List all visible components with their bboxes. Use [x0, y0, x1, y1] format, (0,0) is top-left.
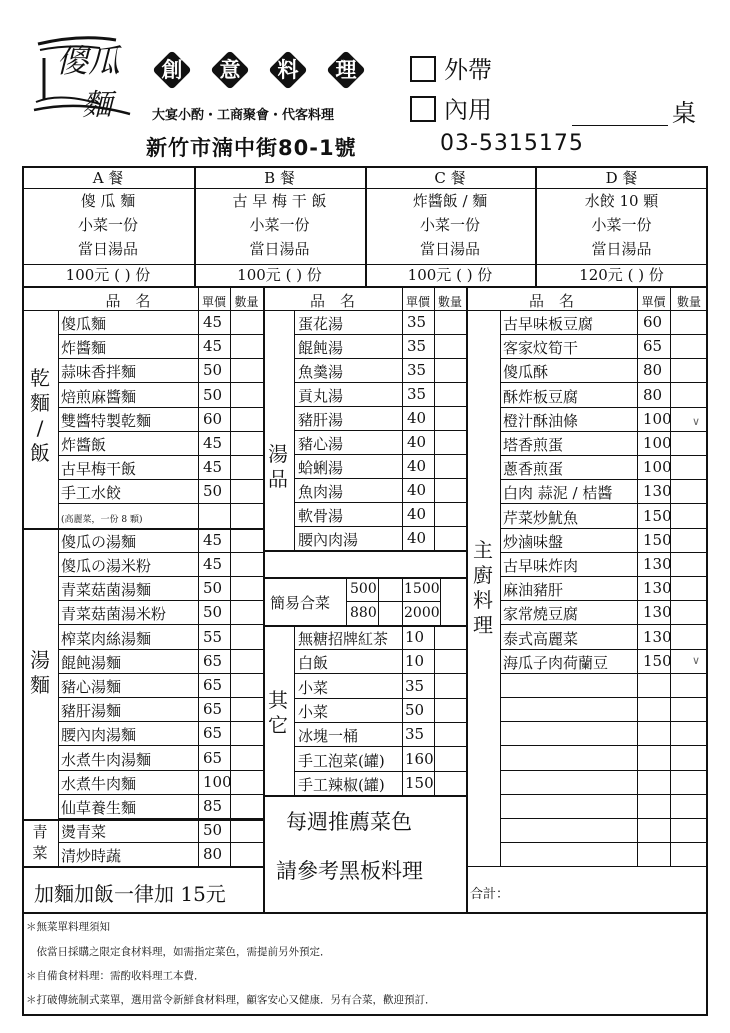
logo-char: 瓜 [88, 42, 121, 80]
combo-label: 簡易合菜 [270, 594, 331, 612]
set-name: A 餐 [92, 169, 124, 187]
menu-item-price: 45 [203, 458, 223, 477]
set-line: 傻 瓜 麵 [80, 192, 136, 210]
menu-item-name: 腰內肉湯麵 [61, 726, 137, 745]
note-line: ＊無菜單料理須知 [26, 921, 110, 933]
menu-item-price: 35 [405, 725, 425, 744]
menu-item-price: 100 [203, 772, 232, 791]
menu-item-name: 古早味板豆腐 [503, 315, 594, 333]
menu-item-name: 豬心湯 [298, 435, 344, 453]
col2-qty-header: 數量 [437, 295, 462, 309]
menu-item-price: 10 [405, 652, 425, 671]
title-badge: 料 [268, 50, 308, 90]
menu-item-name: 手工水餃 [61, 484, 122, 503]
set-line: 當日湯品 [419, 240, 480, 258]
menu-item-name: 蛋花湯 [298, 315, 344, 333]
menu-item-name: 榨菜肉絲湯麵 [61, 629, 152, 648]
set-line: 小菜一份 [249, 216, 310, 234]
set-line: 當日湯品 [249, 240, 310, 258]
section-label-chef: 主 廚 料 理 [473, 538, 493, 637]
menu-item-name: 古早味炸肉 [503, 557, 579, 575]
menu-item-price: 35 [405, 676, 425, 695]
set-name: B 餐 [264, 169, 295, 187]
menu-item-name: 魚肉湯 [298, 483, 344, 501]
col3-name-header: 品 名 [528, 292, 574, 310]
weekly-line-2: 請參考黑板料理 [276, 859, 423, 883]
menu-item-price: 100 [643, 409, 672, 428]
note-line: ＊打破傳統制式菜單，選用當令新鮮食材料理，顧客安心又健康．另有合菜，歡迎預訂． [26, 994, 436, 1006]
set-price: 100元 ( ) 份 [65, 266, 151, 284]
menu-item-price: 45 [203, 434, 223, 452]
menu-item-price: 60 [203, 409, 223, 428]
section-label-greens: 青 菜 [32, 823, 48, 862]
menu-item-price: 40 [407, 481, 427, 499]
menu-item-name: 焙煎麻醬麵 [61, 387, 137, 406]
menu-item-price: 50 [203, 482, 223, 501]
menu-item-name: 餛飩湯 [298, 339, 344, 357]
set-name: C 餐 [434, 169, 466, 187]
address: 新竹市湳中街80-1號 [146, 136, 357, 160]
menu-item-price: 10 [405, 628, 425, 646]
menu-item-price: 130 [643, 603, 672, 622]
set-line: 小菜一份 [591, 216, 652, 234]
menu-item-price: 80 [643, 385, 663, 404]
menu-item-price: 50 [203, 385, 223, 404]
menu-item-price: 35 [407, 361, 427, 379]
menu-item-name: 家常燒豆腐 [503, 605, 579, 624]
menu-item-name: 古早梅干飯 [61, 460, 137, 479]
section-label-soup-noodle: 湯 麵 [30, 648, 50, 697]
menu-item-price: 130 [643, 482, 672, 501]
title-badge: 意 [210, 50, 250, 90]
menu-item-name: 青菜菇菌湯麵 [61, 581, 152, 600]
menu-item-name: 仙草養生麵 [61, 799, 137, 817]
menu-item-name: 手工泡菜(罐) [298, 751, 385, 770]
set-price: 100元 ( ) 份 [407, 266, 493, 284]
tagline: 大宴小酌・工商聚會・代客料理 [152, 108, 335, 123]
margin-tick-mark: ∨ [692, 415, 701, 428]
menu-item-price: 100 [643, 434, 672, 452]
table-number-field[interactable] [572, 125, 668, 126]
menu-item-name: 麻油豬肝 [503, 581, 564, 600]
menu-item-price: 130 [643, 627, 672, 646]
set-line: 小菜一份 [77, 216, 138, 234]
menu-item-name: 雙醬特製乾麵 [61, 411, 152, 430]
menu-item-name: 炸醬麵 [61, 339, 107, 358]
menu-item-name: 貢丸湯 [298, 387, 344, 405]
menu-item-name: 餛飩湯麵 [61, 653, 122, 672]
col1-qty-header: 數量 [234, 295, 259, 309]
menu-item-price: 60 [643, 313, 663, 331]
note-line: ＊自備食材料理：需酌收料理工本費． [26, 970, 205, 982]
menu-item-name: 小菜 [298, 702, 329, 721]
set-line: 炸醬飯 / 麵 [412, 192, 488, 210]
phone-number: 03-5315175 [440, 131, 584, 156]
dinein-label: 內用 [444, 96, 492, 124]
menu-item-name: 白飯 [298, 654, 329, 673]
menu-item-price: 150 [643, 506, 672, 525]
menu-item-price: 45 [203, 555, 223, 573]
menu-item-price: 150 [643, 530, 672, 549]
menu-item-name: 炒滷味盤 [503, 532, 564, 551]
total-label: 合計： [470, 887, 510, 902]
menu-item-price: 40 [407, 433, 427, 451]
extra-charge-note: 加麵加飯一律加 15元 [34, 882, 226, 906]
menu-item-price: 150 [405, 773, 434, 792]
menu-item-name: 蔥香煎蛋 [503, 460, 564, 479]
combo-size-1: 500 [350, 581, 377, 597]
menu-item-price: 65 [203, 724, 223, 743]
title-badge: 理 [326, 50, 366, 90]
menu-item-price: 40 [407, 529, 427, 547]
menu-item-price: 130 [643, 555, 672, 573]
section-label-dry: 乾 麵 / 飯 [30, 366, 50, 465]
menu-item-price: 50 [203, 821, 223, 840]
menu-item-name: 軟骨湯 [298, 507, 344, 525]
menu-item-name: 芹菜炒魷魚 [503, 508, 579, 527]
set-line: 當日湯品 [591, 240, 652, 258]
menu-item-name: 客家炆筍干 [503, 339, 579, 358]
takeout-checkbox[interactable] [410, 56, 436, 82]
col1-name-header: 品 名 [105, 292, 151, 310]
logo-char: 傻 [56, 42, 89, 80]
col2-name-header: 品 名 [309, 292, 355, 310]
menu-item-price: 80 [643, 361, 663, 380]
note-line: 依當日採購之限定食材料理，如需指定菜色，需提前另外預定． [26, 946, 331, 958]
menu-item-name: 橙汁酥油條 [503, 411, 579, 430]
menu-item-price: 130 [643, 579, 672, 598]
menu-item-price: 85 [203, 797, 223, 815]
set-line: 小菜一份 [419, 216, 480, 234]
menu-item-price: 100 [643, 458, 672, 477]
menu-item-name: 手工辣椒(罐) [298, 775, 385, 794]
menu-item-price: 50 [203, 579, 223, 598]
col2-price-header: 單價 [405, 295, 430, 309]
logo-text-2 [82, 80, 112, 124]
combo-price-2: 2000 [404, 605, 440, 621]
set-line: 古 早 梅 干 飯 [232, 192, 327, 210]
menu-item-price: 65 [203, 676, 223, 694]
weekly-line-1: 每週推薦菜色 [286, 810, 412, 834]
menu-item-name: (高麗菜，一份 8 顆) [61, 514, 143, 525]
menu-item-price: 50 [405, 700, 425, 719]
menu-item-name: 傻瓜麵 [61, 315, 107, 333]
col3-price-header: 單價 [641, 295, 666, 309]
menu-item-price: 65 [643, 337, 663, 356]
menu-item-name: 青菜菇菌湯米粉 [61, 605, 167, 624]
menu-item-name: 冰塊一桶 [298, 727, 359, 746]
menu-item-price: 55 [203, 627, 223, 646]
menu-item-name: 無糖招牌紅茶 [298, 630, 389, 648]
menu-item-name: 酥炸板豆腐 [503, 387, 579, 406]
menu-item-name: 泰式高麗菜 [503, 629, 579, 648]
menu-item-price: 150 [643, 651, 672, 670]
set-price: 100元 ( ) 份 [237, 266, 322, 284]
menu-item-name: 豬心湯麵 [61, 678, 122, 696]
menu-item-price: 65 [203, 748, 223, 767]
logo-text [56, 36, 120, 82]
menu-item-name: 水煮牛肉湯麵 [61, 750, 152, 769]
menu-item-name: 腰內肉湯 [298, 531, 359, 549]
menu-item-name: 蛤蜊湯 [298, 459, 344, 477]
set-name: D 餐 [605, 169, 638, 187]
menu-item-price: 45 [203, 337, 223, 356]
menu-item-name: 傻瓜酥 [503, 363, 549, 382]
set-line: 水餃 10 顆 [584, 192, 659, 210]
menu-item-price: 45 [203, 530, 223, 549]
menu-item-name: 傻瓜の湯麵 [61, 532, 137, 551]
menu-item-name: 豬肝湯麵 [61, 702, 122, 721]
margin-tick-mark: ∨ [692, 654, 701, 667]
menu-item-name: 魚羹湯 [298, 363, 344, 381]
section-label-others: 其 它 [268, 688, 288, 737]
menu-item-price: 50 [203, 603, 223, 622]
menu-item-price: 35 [407, 385, 427, 403]
dinein-checkbox[interactable] [410, 96, 436, 122]
menu-item-price: 160 [405, 749, 434, 768]
combo-size-2: 880 [350, 605, 377, 621]
menu-item-price: 40 [407, 457, 427, 475]
menu-item-price: 45 [203, 313, 223, 331]
set-price: 120元 ( ) 份 [579, 266, 664, 284]
menu-item-name: 蒜味香拌麵 [61, 363, 137, 382]
menu-item-price: 65 [203, 651, 223, 670]
logo-char: 麵 [82, 88, 112, 123]
menu-item-price: 35 [407, 337, 427, 355]
menu-item-price: 65 [203, 700, 223, 719]
menu-item-price: 50 [203, 361, 223, 380]
menu-item-price: 80 [203, 845, 223, 864]
menu-item-name: 燙青菜 [61, 823, 107, 842]
menu-item-name: 海瓜子肉荷蘭豆 [503, 653, 609, 672]
col1-price-header: 單價 [201, 295, 226, 309]
menu-item-name: 豬肝湯 [298, 411, 344, 429]
combo-price-1: 1500 [404, 581, 440, 597]
col3-qty-header: 數量 [676, 295, 701, 309]
menu-item-name: 塔香煎蛋 [503, 436, 564, 454]
menu-item-price: 40 [407, 505, 427, 523]
table-suffix: 桌 [672, 99, 696, 127]
menu-item-name: 小菜 [298, 678, 329, 697]
menu-item-name: 傻瓜の湯米粉 [61, 557, 152, 575]
menu-item-price: 35 [407, 313, 427, 331]
title-badge: 創 [152, 50, 192, 90]
menu-item-name: 清炒時蔬 [61, 847, 122, 866]
menu-item-name: 白肉 蒜泥 / 桔醬 [503, 484, 613, 503]
menu-item-name: 水煮牛肉麵 [61, 774, 137, 793]
set-line: 當日湯品 [77, 240, 138, 258]
menu-item-price: 40 [407, 409, 427, 427]
menu-item-name: 炸醬飯 [61, 436, 107, 454]
takeout-label: 外帶 [444, 56, 492, 84]
section-label-soups: 湯 品 [268, 442, 288, 491]
